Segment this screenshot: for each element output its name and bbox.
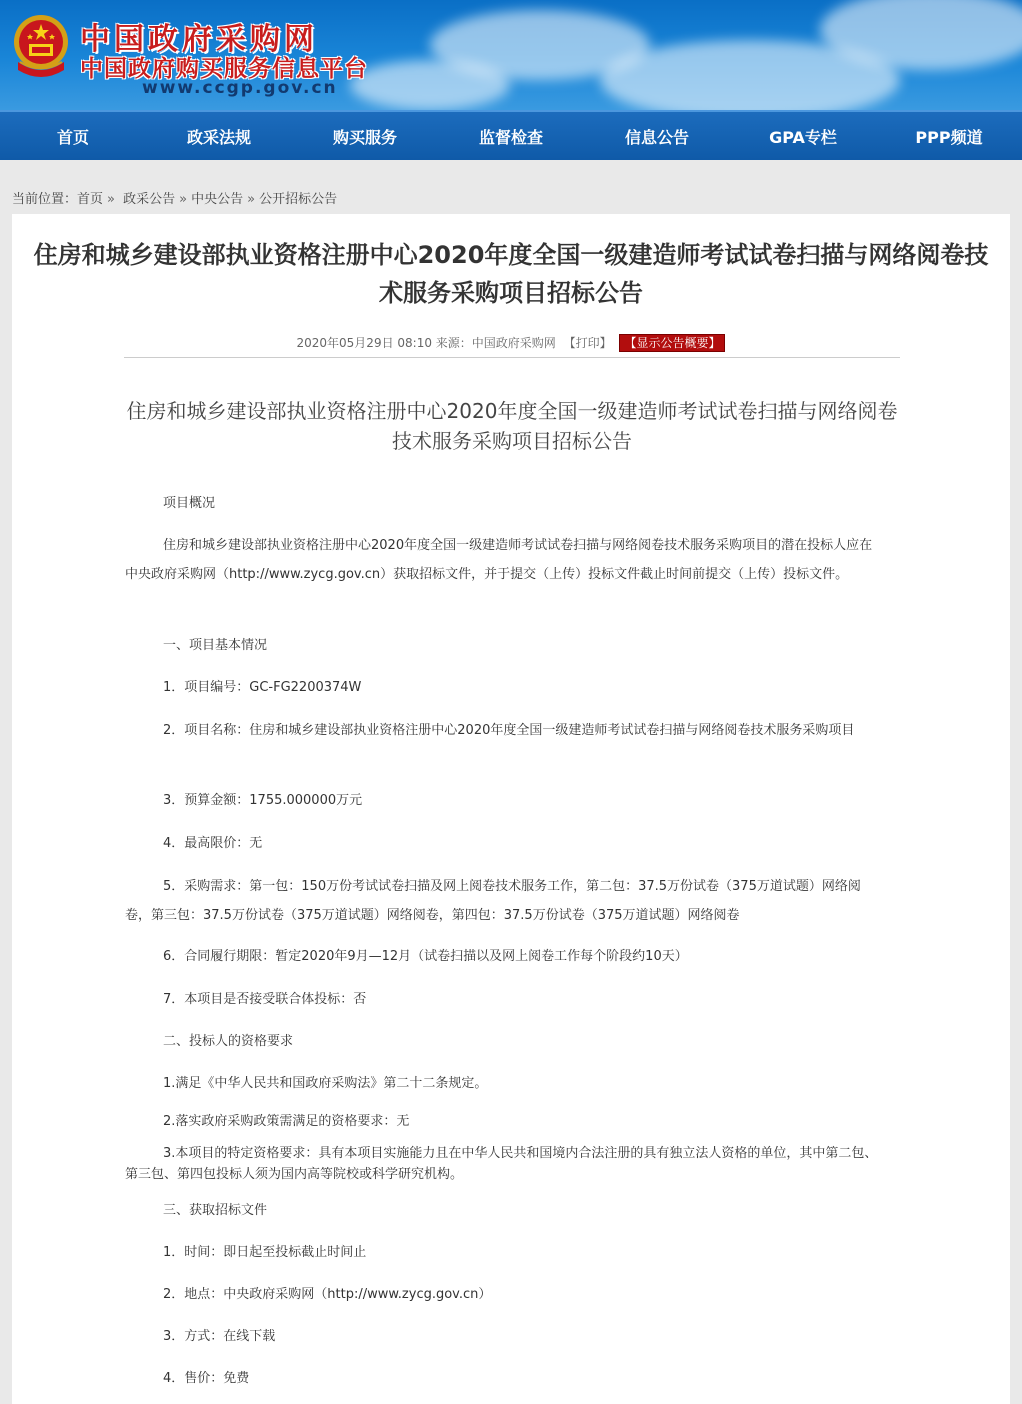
article-date-source: 2020年05月29日 08:10 来源：中国政府采购网 xyxy=(296,336,556,350)
paragraph-max-price: 4．最高限价：无 xyxy=(163,836,263,851)
nav-ppp[interactable]: PPP频道 xyxy=(915,127,983,147)
paragraph-price: 4．售价：免费 xyxy=(163,1371,250,1386)
paragraph-obtain-time: 1．时间：即日起至投标截止时间止 xyxy=(163,1245,367,1260)
breadcrumb-home[interactable]: 首页 xyxy=(77,192,104,207)
paragraph-overview: 住房和城乡建设部执业资格注册中心2020年度全国一级建造师考试试卷扫描与网络阅卷技术服务采购项目的潜在投标人应在中央政府采购网（http://www.zycg.gov.cn）获取招标文件，并于提交（上传）投标文件截止时间前提交（上传）投标文件。 xyxy=(125,538,873,582)
paragraph-qualification-3: 3.本项目的特定资格要求：具有本项目实施能力且在中华人民共和国境内合法注册的具有独立法人资格的单位，其中第二包、第三包、第四包投标人须为国内高等院校或科学研究机构。 xyxy=(125,1146,878,1182)
nav-announcements[interactable]: 信息公告 xyxy=(624,127,689,147)
paragraph-budget: 3．预算金额：1755.000000万元 xyxy=(163,793,363,808)
paragraph-overview-heading: 项目概况 xyxy=(163,496,216,511)
paragraph-obtain-location: 2．地点：中央政府采购网（http://www.zycg.gov.cn） xyxy=(163,1287,492,1302)
nav-supervision[interactable]: 监督检查 xyxy=(478,127,543,147)
document-title: 住房和城乡建设部执业资格注册中心2020年度全国一级建造师考试试卷扫描与网络阅卷技术服务采购项目招标公告 xyxy=(126,399,898,453)
paragraph-requirements: 5．采购需求：第一包：150万份考试试卷扫描及网上阅卷技术服务工作，第二包：37.5万份试卷（375万道试题）网络阅卷，第三包：37.5万份试卷（375万道试题）网络阅卷，第四包：37.5万份试卷（375万道试题）网络阅卷 xyxy=(125,879,861,923)
breadcrumb xyxy=(12,188,337,207)
breadcrumb-separator: » xyxy=(247,192,256,207)
national-emblem-icon[interactable] xyxy=(10,12,72,84)
banner-cloud xyxy=(350,60,510,110)
site-title: 中国政府采购网 xyxy=(80,22,318,57)
paragraph-qualification-2: 2.落实政府采购政策需满足的资格要求：无 xyxy=(163,1114,410,1129)
paragraph-consortium: 7．本项目是否接受联合体投标：否 xyxy=(163,992,367,1007)
site-url[interactable]: www.ccgp.gov.cn xyxy=(142,78,338,98)
main-nav xyxy=(0,110,1022,160)
nav-gpa[interactable]: GPA专栏 xyxy=(769,127,837,147)
breadcrumb-separator: » xyxy=(179,192,188,207)
divider xyxy=(124,357,900,358)
nav-regulations[interactable]: 政采法规 xyxy=(186,127,251,147)
breadcrumb-label: 当前位置： xyxy=(12,192,78,207)
nav-purchase-services[interactable]: 购买服务 xyxy=(332,127,397,147)
section-heading-obtain-documents: 三、获取招标文件 xyxy=(163,1203,268,1218)
section-heading-basic-info: 一、项目基本情况 xyxy=(163,638,268,653)
paragraph-project-number: 1．项目编号：GC-FG2200374W xyxy=(163,680,362,695)
section-heading-qualifications: 二、投标人的资格要求 xyxy=(163,1034,294,1049)
article-meta xyxy=(12,334,1010,352)
breadcrumb-central-announcements[interactable]: 中央公告 xyxy=(191,192,244,207)
paragraph-obtain-method: 3．方式：在线下载 xyxy=(163,1329,276,1344)
show-summary-button[interactable]: 【显示公告概要】 xyxy=(619,334,725,352)
nav-home[interactable]: 首页 xyxy=(56,127,89,147)
site-subtitle: 中国政府购买服务信息平台 xyxy=(80,56,368,82)
article-panel xyxy=(12,214,1010,1404)
print-link[interactable]: 【打印】 xyxy=(563,336,612,350)
breadcrumb-separator: » xyxy=(107,192,115,207)
breadcrumb-procurement-announcements[interactable]: 政采公告 xyxy=(123,192,176,207)
article-title: 住房和城乡建设部执业资格注册中心2020年度全国一级建造师考试试卷扫描与网络阅卷技术服务采购项目招标公告 xyxy=(33,241,989,307)
paragraph-project-name: 2．项目名称：住房和城乡建设部执业资格注册中心2020年度全国一级建造师考试试卷扫描与网络阅卷技术服务采购项目 xyxy=(163,723,855,738)
paragraph-contract-period: 6．合同履行期限：暂定2020年9月—12月（试卷扫描以及网上阅卷工作每个阶段约10天） xyxy=(163,949,688,964)
site-banner xyxy=(0,0,1022,110)
paragraph-qualification-1: 1.满足《中华人民共和国政府采购法》第二十二条规定。 xyxy=(163,1076,488,1091)
breadcrumb-open-tender[interactable]: 公开招标公告 xyxy=(259,192,338,207)
